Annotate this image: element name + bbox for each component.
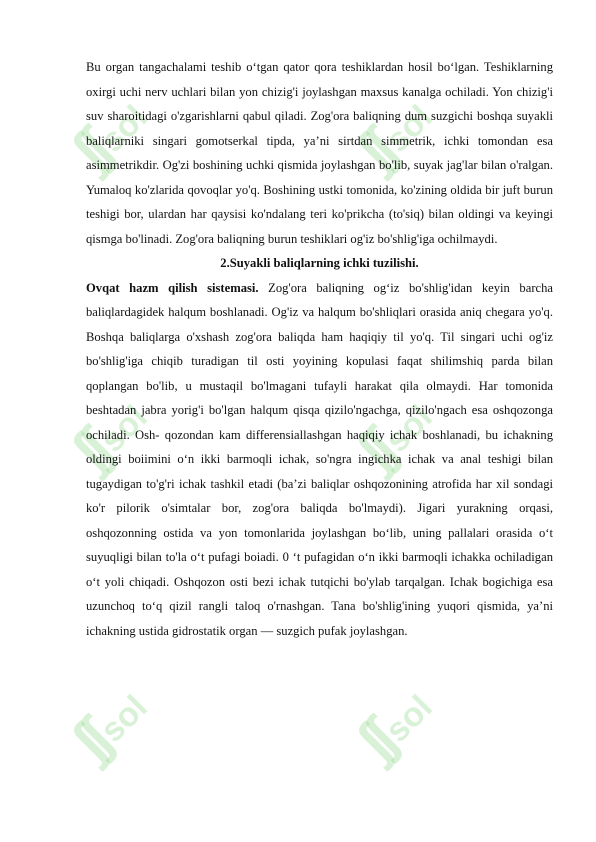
watermark-logo: ʃʃsol [343, 398, 440, 482]
watermark-logo: ʃʃsol [58, 688, 155, 772]
paragraph-intro: Bu organ tangachalami teshib o‘tgan qator qora teshiklardan hosil bo‘lgan. Teshiklarning oxirgi uchi nerv uchlari bilan yon chizig'i joylashgan maxsus kanalga ochiladi. Yon chizig'i suv sharoitidagi o'zgarishlarni qabul qiladi. Zog'ora baliqning dum suzgichi boshqa suyakli baliqlarniki singari gomotserkal tipda, ya’ni sirtdan simmetrik, ichki tomondan esa asimmetrikdir. Og'zi boshining uchki qismida joylashgan bo'lib, suyak jag'lar bilan o'ralgan. Yumaloq ko'zlarida qovoqlar yo'q. Boshining ustki tomonida, ko'zining oldida bir juft burun teshigi bor, ulardan har qaysisi ko'ndalang teri ko'prikcha (to'siq) bilan oldingi va keyingi qismga bo'linadi. Zog'ora baliqning burun teshiklari og'iz bo'shlig'iga ochilmaydi. [86, 60, 553, 246]
paragraph-digestive [86, 276, 553, 644]
watermark-logo: ʃʃsol [58, 398, 155, 482]
section-lead: Ovqat hazm qilish sistemasi. [86, 280, 259, 295]
paragraph-digestive-text: Zog'ora baliqning og‘iz bo'shlig'idan keyin barcha baliqlardagidek halqum boshlanadi. Og'iz va halqum bo'shliqlari orasida aniq chegara yo'q. Boshqa baliqlarga o'xshash zog'ora baliqda ham haqiqiy til yo'q. Til singari uchi og'iz bo'shlig'iga chiqib turadigan til osti yoyining kopulasi faqat shilimshiq parda bilan qoplangan bo'lib, u mustaqil bo'lmagani tufayli harakat qila olmaydi. Har tomonida beshtadan jabra yorig'i bo'lgan halqum qisqa qizilo'ngachga, qizilo'ngach esa oshqozonga ochiladi. Osh- qozondan kam differensiallashgan haqiqiy ichak boshlanadi, bu ichakning oldingi boiimini o‘n ikki barmoqli ichak, so'ngra ingichka ichak va anal teshigi bilan tugaydigan to'g'ri ichak tashkil etadi (ba’zi baliqlar oshqozonining atrofida har xil sondagi ko'r pilorik o'simtalar bor, zog'ora baliqda bo'lmaydi). Jigari yurakning orqasi, oshqozonning ostida va yon tomonlarida joylashgan bo‘lib, uning pallalari orasida o‘t suyuqligi bilan to'la o‘t pufagi boiadi. 0 ‘t pufagidan o‘n ikki barmoqli ichakka ochiladigan o‘t yoli chiqadi. Oshqozon osti bezi ichak tutqichi bo'ylab tarqalgan. Ichak bogichiga esa uzunchoq to‘q qizil rangli taloq o'rnashgan. Tana bo'shlig'ining yuqori qismida, ya’ni ichakning ustida gidrostatik organ — suzgich pufak joylashgan. [86, 280, 553, 638]
body-text [86, 55, 553, 643]
watermark-logo: ʃʃsol [343, 98, 440, 182]
watermark-logo: ʃʃsol [343, 688, 440, 772]
watermark-logo: ʃʃsol [58, 98, 155, 182]
section-heading: 2.Suyakli baliqlarning ichki tuzilishi. [220, 256, 419, 270]
